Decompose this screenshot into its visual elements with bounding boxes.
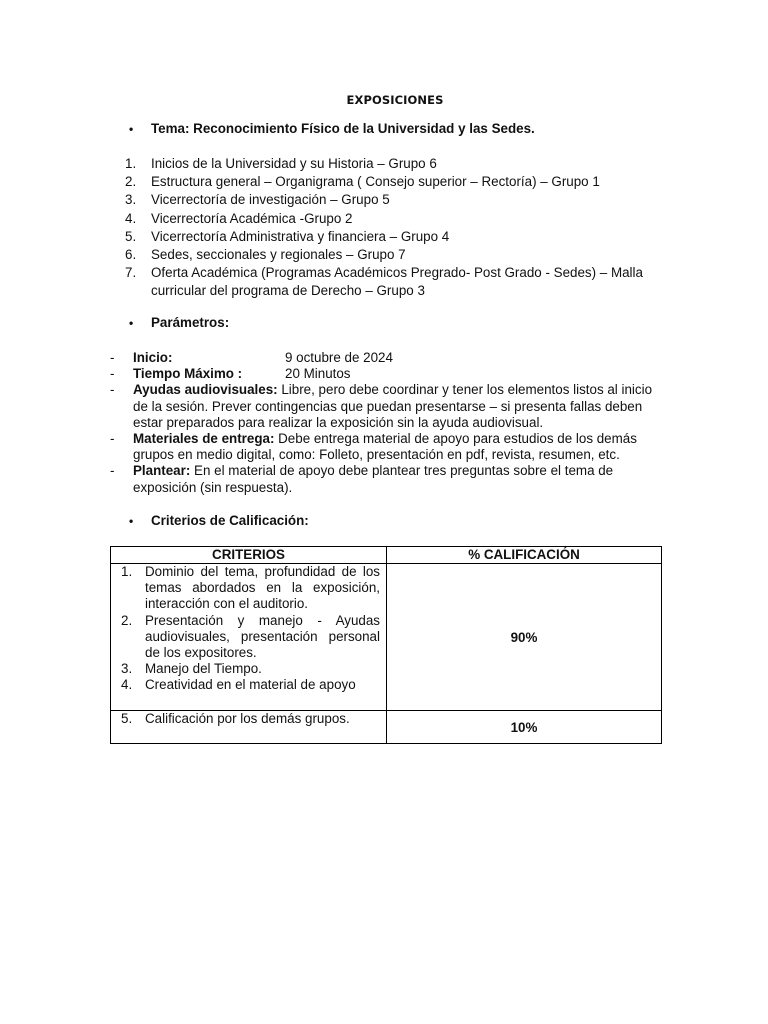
parameter-item-questions: - Plantear: En el material de apoyo debe plantear tres preguntas sobre el tema de exposición (sin respuesta). (110, 463, 614, 495)
list-item: 6. Sedes, seccionales y regionales – Grupo 7 (125, 247, 406, 263)
parameters-label: Parámetros: (151, 315, 230, 330)
parameters-list (110, 350, 655, 496)
list-item: 2. Estructura general – Organigrama ( Consejo superior – Rectoría) – Grupo 1 (125, 174, 600, 190)
parameter-item-start: - Inicio: 9 octubre de 2024 (110, 350, 393, 365)
list-item: 5. Calificación por los demás grupos. (121, 711, 350, 726)
bullet-icon: • (129, 122, 134, 136)
grade-column-header: % CALIFICACIÓN (387, 547, 662, 564)
list-item: 5. Vicerrectoría Administrativa y financiera – Grupo 4 (125, 228, 450, 244)
grade-cell-90: 90% (387, 564, 662, 711)
criteria-table (110, 546, 662, 744)
list-item: 1. Inicios de la Universidad y su Historia – Grupo 6 (125, 156, 437, 171)
table-row (111, 711, 662, 744)
list-item: 3. Vicerrectoría de investigación – Grupo 5 (125, 192, 390, 208)
topic-label: Tema: Reconocimiento Físico de la Universidad y las Sedes. (151, 121, 535, 136)
list-item: 1. Dominio del tema, profundidad de los temas abordados en la exposición, interacción con el auditorio. (121, 564, 380, 612)
list-item: 7. Oferta Académica (Programas Académicos Pregrado- Post Grado - Sedes) – Malla curricular del programa de Derecho – Grupo 3 (125, 265, 643, 299)
parameter-item-materials: - Materiales de entrega: Debe entrega material de apoyo para estudios de los demás grupos en medio digital, como: Folleto, presentación en pdf, revista, resumen, etc. (110, 431, 637, 463)
parameter-item-audiovisual: - Ayudas audiovisuales: Libre, pero debe coordinar y tener los elementos listos al inicio de la sesión. Prever contingencias que puedan presentarse – si presenta fallas deben estar preparados para realizar la exposición sin la ayuda audiovisual. (110, 382, 653, 430)
table-row (111, 564, 662, 711)
criteria-column-header: CRITERIOS (111, 547, 387, 564)
parameter-item-max-time: - Tiempo Máximo : 20 Minutos (110, 366, 351, 382)
criteria-cell (111, 711, 387, 744)
list-item: 4. Vicerrectoría Académica -Grupo 2 (125, 210, 353, 226)
grade-cell-10: 10% (387, 711, 662, 744)
criteria-cell (111, 564, 387, 711)
criteria-heading (129, 513, 309, 528)
topic-heading (129, 121, 535, 136)
bullet-icon: • (129, 316, 134, 330)
parameters-heading (129, 315, 229, 330)
document-title: EXPOSICIONES (346, 93, 444, 107)
list-item: 2. Presentación y manejo - Ayudas audiovisuales, presentación personal de los expositores. (121, 612, 380, 661)
list-item: 4. Creatividad en el material de apoyo (121, 677, 356, 693)
table-header-row (111, 547, 662, 564)
criteria-label: Criterios de Calificación: (151, 513, 309, 528)
list-item: 3. Manejo del Tiempo. (121, 661, 262, 677)
bullet-icon: • (129, 514, 134, 528)
topic-list (125, 155, 665, 301)
